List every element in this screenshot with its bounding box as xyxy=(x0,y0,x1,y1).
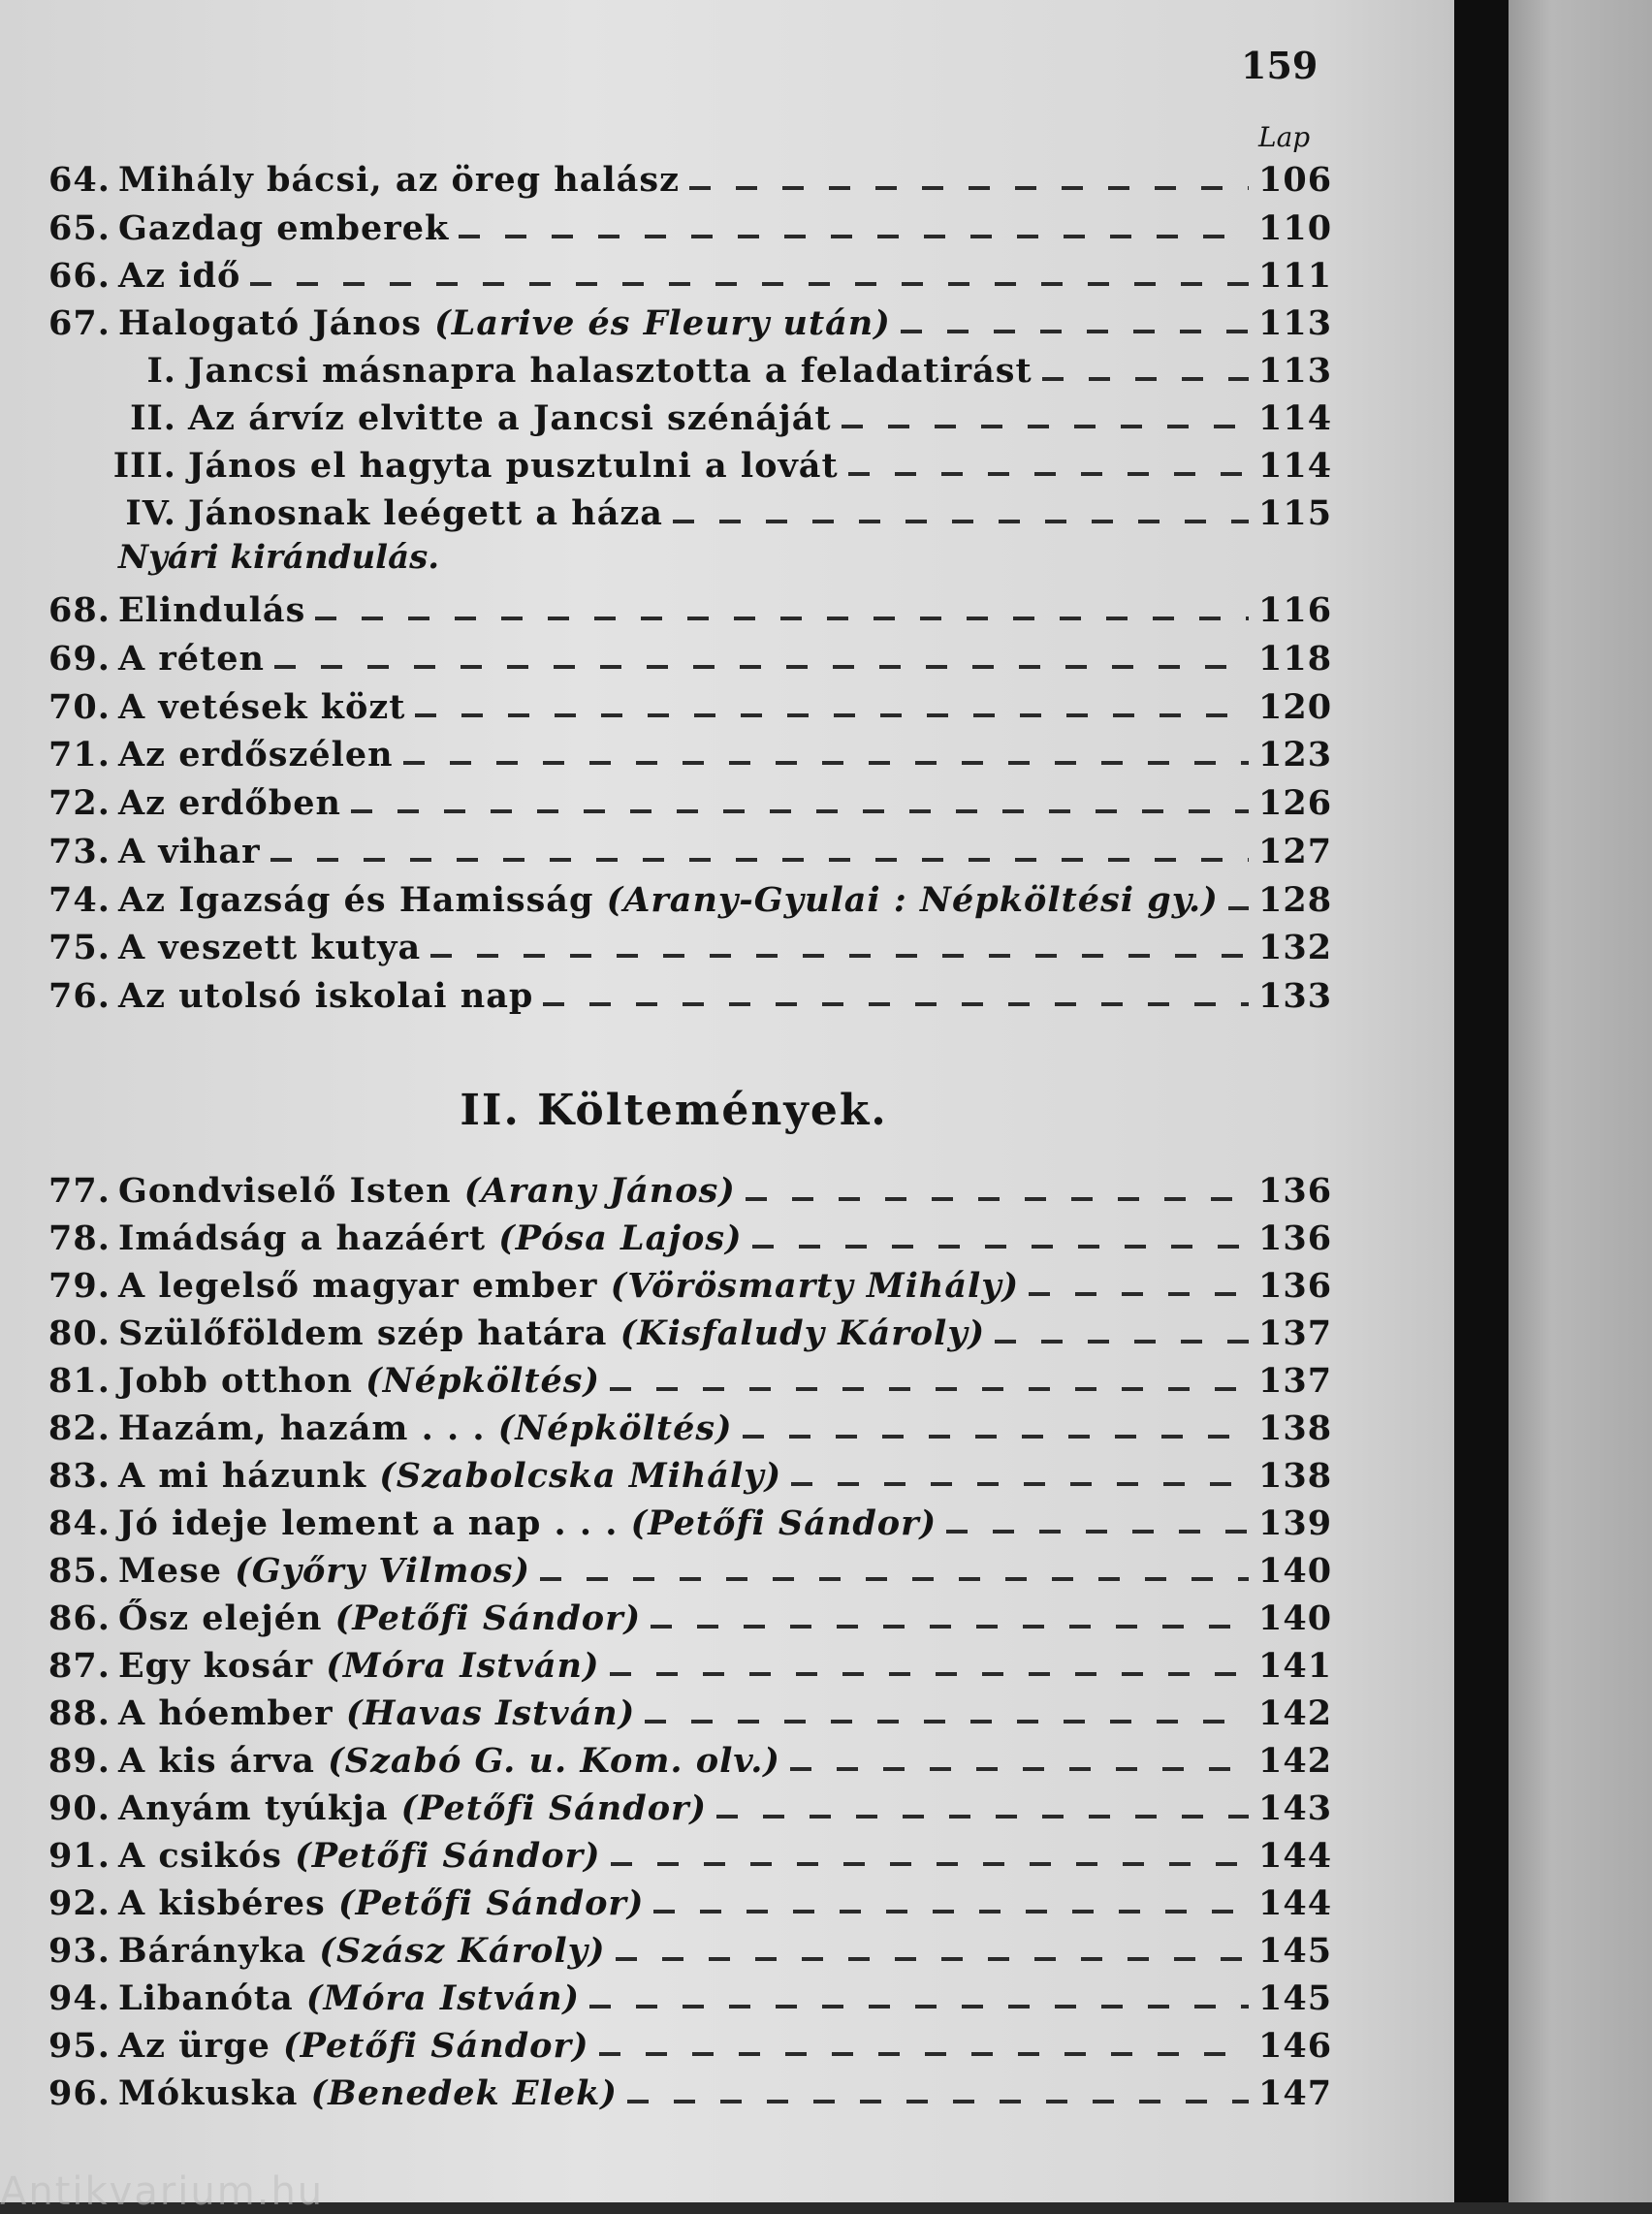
entry-author: (Győry Vilmos) xyxy=(235,1551,531,1591)
entry-page: 137 xyxy=(1258,1313,1333,1353)
entry-number: 66. xyxy=(48,256,111,296)
toc-entry xyxy=(48,1356,1333,1401)
entry-author: (Petőfi Sándor) xyxy=(283,2026,589,2066)
entry-title: Gazdag emberek xyxy=(118,208,450,248)
dot-leader xyxy=(270,858,1249,862)
entry-number: 76. xyxy=(48,976,111,1016)
entry-number: 71. xyxy=(48,735,111,775)
entry-title: Elindulás xyxy=(118,590,306,630)
entry-number: 91. xyxy=(48,1836,111,1876)
entry-number: 75. xyxy=(48,928,111,967)
toc-entry xyxy=(48,1689,1333,1733)
dot-leader xyxy=(1228,906,1249,910)
toc-entry xyxy=(48,827,1333,871)
entry-title: Halogató János (Larive és Fleury után) xyxy=(118,303,891,343)
entry-title: Jobb otthon (Népköltés) xyxy=(118,1361,601,1401)
entry-number: 70. xyxy=(48,687,111,727)
dot-leader xyxy=(459,235,1249,238)
entry-page: 138 xyxy=(1258,1408,1333,1448)
subentry-roman: I. xyxy=(146,351,176,391)
entry-author: (Vörösmarty Mihály) xyxy=(610,1266,1020,1306)
toc-entry xyxy=(48,634,1333,679)
dot-leader xyxy=(651,1625,1249,1629)
toc-entry xyxy=(48,204,1333,248)
toc-entry xyxy=(48,585,1333,630)
entry-title: Mihály bácsi, az öreg halász xyxy=(118,160,680,200)
entry-number: 96. xyxy=(48,2073,111,2113)
toc-subentry xyxy=(48,394,1333,438)
entry-page: 141 xyxy=(1258,1646,1333,1686)
dot-leader xyxy=(716,1815,1249,1819)
dot-leader xyxy=(689,186,1249,190)
subentry-roman: II. xyxy=(130,398,176,438)
entry-title: A legelső magyar ember (Vörösmarty Mihály) xyxy=(118,1266,1020,1306)
entry-page: 113 xyxy=(1258,303,1333,343)
dot-leader xyxy=(610,1672,1250,1676)
entry-number: 68. xyxy=(48,590,111,630)
toc-entry xyxy=(48,778,1333,823)
dot-leader xyxy=(415,713,1249,717)
entry-title: Gondviselő Isten (Arany János) xyxy=(118,1171,736,1211)
entry-page: 140 xyxy=(1258,1598,1333,1638)
entry-number: 64. xyxy=(48,160,111,200)
entry-number: 84. xyxy=(48,1503,111,1543)
toc-entry xyxy=(48,1309,1333,1353)
entry-page: 126 xyxy=(1258,783,1333,823)
entry-number: 77. xyxy=(48,1171,111,1211)
entry-page: 144 xyxy=(1258,1836,1333,1876)
dot-leader xyxy=(752,1245,1249,1249)
toc-subentry xyxy=(48,489,1333,533)
page-column-label: Lap xyxy=(1258,121,1311,153)
toc-entry xyxy=(48,1214,1333,1258)
dot-leader xyxy=(543,1002,1249,1006)
toc-entry xyxy=(48,1166,1333,1211)
entry-number: 86. xyxy=(48,1598,111,1638)
dot-leader xyxy=(1042,377,1249,381)
toc-entry xyxy=(48,1879,1333,1923)
back-page-edge xyxy=(1509,0,1652,2202)
entry-author: (Havas István) xyxy=(345,1693,636,1733)
entry-title: Az idő xyxy=(118,256,241,296)
subentry-title: Az árvíz elvitte a Jancsi szénáját xyxy=(188,398,832,438)
dot-leader xyxy=(746,1197,1249,1201)
toc-entry xyxy=(48,1974,1333,2018)
entry-author: (Petőfi Sándor) xyxy=(334,1598,642,1638)
page-number: 159 xyxy=(1241,44,1318,87)
toc-entry xyxy=(48,1404,1333,1448)
dot-leader xyxy=(430,954,1249,958)
entry-number: 73. xyxy=(48,832,111,871)
entry-title: Imádság a hazáért (Pósa Lajos) xyxy=(118,1218,743,1258)
entry-title: A vihar xyxy=(118,832,261,871)
toc-entry xyxy=(48,251,1333,296)
dot-leader xyxy=(250,282,1249,286)
toc-entry xyxy=(48,1736,1333,1781)
subentry-title: Jánosnak leégett a háza xyxy=(188,493,663,533)
entry-page: 133 xyxy=(1258,976,1333,1016)
entry-number: 78. xyxy=(48,1218,111,1258)
watermark: Antikvarium.hu xyxy=(0,2169,325,2214)
entry-page: 128 xyxy=(1258,880,1333,920)
entry-number: 74. xyxy=(48,880,111,920)
entry-title: Mese (Győry Vilmos) xyxy=(118,1551,531,1591)
entry-number: 94. xyxy=(48,1978,111,2018)
entry-number: 95. xyxy=(48,2026,111,2066)
entry-title: Az erdőben xyxy=(118,783,341,823)
dot-leader xyxy=(946,1530,1249,1534)
dot-leader xyxy=(848,472,1249,476)
entry-page: 110 xyxy=(1258,208,1333,248)
entry-page: 142 xyxy=(1258,1693,1333,1733)
entry-number: 81. xyxy=(48,1361,111,1401)
entry-page: 106 xyxy=(1258,160,1333,200)
entry-author: (Szabolcska Mihály) xyxy=(379,1456,782,1496)
toc-entry xyxy=(48,971,1333,1016)
toc-entry xyxy=(48,1451,1333,1496)
entry-title: A mi házunk (Szabolcska Mihály) xyxy=(118,1456,782,1496)
section-subtitle: Nyári kirándulás. xyxy=(118,538,440,577)
toc-entry xyxy=(48,1594,1333,1638)
entry-page: 136 xyxy=(1258,1171,1333,1211)
entry-author: (Petőfi Sándor) xyxy=(400,1788,708,1828)
entry-number: 80. xyxy=(48,1313,111,1353)
entry-author: (Móra István) xyxy=(326,1646,600,1686)
entry-title: A kis árva (Szabó G. u. Kom. olv.) xyxy=(118,1741,780,1781)
entry-title: A kisbéres (Petőfi Sándor) xyxy=(118,1883,645,1923)
entry-number: 82. xyxy=(48,1408,111,1448)
section-heading: II. Költemények. xyxy=(460,1086,888,1135)
entry-page: 111 xyxy=(1258,256,1333,296)
dot-leader xyxy=(743,1435,1249,1439)
entry-title: Libanóta (Móra István) xyxy=(118,1978,581,2018)
dot-leader xyxy=(790,1767,1249,1771)
toc-entry xyxy=(48,299,1333,343)
toc-entry xyxy=(48,682,1333,727)
dot-leader xyxy=(901,330,1249,333)
entry-title: Mókuska (Benedek Elek) xyxy=(118,2073,618,2113)
entry-author: (Petőfi Sándor) xyxy=(630,1503,937,1543)
dot-leader xyxy=(611,1862,1249,1866)
toc-entry xyxy=(48,2021,1333,2066)
entry-author: (Kisfaludy Károly) xyxy=(620,1313,986,1353)
dot-leader xyxy=(274,665,1249,669)
entry-page: 136 xyxy=(1258,1266,1333,1306)
entry-page: 120 xyxy=(1258,687,1333,727)
toc-entry xyxy=(48,1261,1333,1306)
entry-page: 114 xyxy=(1258,446,1333,486)
toc-entry xyxy=(48,1499,1333,1543)
entry-title: Hazám, hazám . . . (Népköltés) xyxy=(118,1408,733,1448)
dot-leader xyxy=(315,617,1249,620)
entry-number: 88. xyxy=(48,1693,111,1733)
entry-page: 127 xyxy=(1258,832,1333,871)
entry-page: 114 xyxy=(1258,398,1333,438)
toc-subentry xyxy=(48,346,1333,391)
subentry-roman: III. xyxy=(112,446,176,486)
entry-number: 67. xyxy=(48,303,111,343)
entry-title: Egy kosár (Móra István) xyxy=(118,1646,600,1686)
entry-number: 90. xyxy=(48,1788,111,1828)
entry-title: Ősz elején (Petőfi Sándor) xyxy=(118,1598,642,1638)
subentry-roman: IV. xyxy=(125,493,176,533)
entry-page: 118 xyxy=(1258,639,1333,679)
entry-page: 143 xyxy=(1258,1788,1333,1828)
dot-leader xyxy=(1029,1292,1249,1296)
entry-page: 115 xyxy=(1258,493,1333,533)
dot-leader xyxy=(540,1577,1249,1581)
toc-entry xyxy=(48,923,1333,967)
dot-leader xyxy=(791,1482,1249,1486)
dot-leader xyxy=(351,809,1249,813)
dot-leader xyxy=(842,425,1249,428)
entry-author: (Szabó G. u. Kom. olv.) xyxy=(328,1741,780,1781)
entry-page: 144 xyxy=(1258,1883,1333,1923)
entry-title: Anyám tyúkja (Petőfi Sándor) xyxy=(118,1788,708,1828)
dot-leader xyxy=(589,2005,1249,2008)
dot-leader xyxy=(403,761,1249,765)
toc-entry xyxy=(48,875,1333,920)
entry-author: (Arany János) xyxy=(463,1171,736,1211)
entry-number: 79. xyxy=(48,1266,111,1306)
entry-page: 137 xyxy=(1258,1361,1333,1401)
entry-page: 139 xyxy=(1258,1503,1333,1543)
entry-author: (Pósa Lajos) xyxy=(498,1218,743,1258)
toc-entry xyxy=(48,1641,1333,1686)
dot-leader xyxy=(995,1340,1249,1344)
entry-title: A hóember (Havas István) xyxy=(118,1693,636,1733)
entry-page: 140 xyxy=(1258,1551,1333,1591)
toc-entry xyxy=(48,1546,1333,1591)
entry-page: 138 xyxy=(1258,1456,1333,1496)
entry-number: 93. xyxy=(48,1931,111,1971)
entry-page: 147 xyxy=(1258,2073,1333,2113)
entry-number: 65. xyxy=(48,208,111,248)
entry-number: 85. xyxy=(48,1551,111,1591)
subentry-title: János el hagyta pusztulni a lovát xyxy=(188,446,839,486)
entry-page: 145 xyxy=(1258,1978,1333,2018)
entry-page: 132 xyxy=(1258,928,1333,967)
dot-leader xyxy=(653,1910,1249,1914)
dot-leader xyxy=(645,1720,1249,1724)
entry-author: (Népköltés) xyxy=(365,1361,601,1401)
dot-leader xyxy=(610,1387,1249,1391)
entry-title: A csikós (Petőfi Sándor) xyxy=(118,1836,601,1876)
dot-leader xyxy=(599,2052,1249,2056)
entry-author: (Móra István) xyxy=(305,1978,581,2018)
entry-number: 72. xyxy=(48,783,111,823)
entry-page: 113 xyxy=(1258,351,1333,391)
entry-page: 123 xyxy=(1258,735,1333,775)
entry-title: Az utolsó iskolai nap xyxy=(118,976,534,1016)
book-binding xyxy=(1454,0,1509,2202)
toc-entry xyxy=(48,2069,1333,2113)
entry-number: 87. xyxy=(48,1646,111,1686)
entry-number: 89. xyxy=(48,1741,111,1781)
entry-author: (Petőfi Sándor) xyxy=(295,1836,601,1876)
entry-title: A vetések közt xyxy=(118,687,406,727)
subentry-title: Jancsi másnapra halasztotta a feladatirást xyxy=(188,351,1032,391)
entry-page: 142 xyxy=(1258,1741,1333,1781)
entry-title: Szülőföldem szép határa (Kisfaludy Károly) xyxy=(118,1313,986,1353)
toc-entry xyxy=(48,1831,1333,1876)
entry-page: 145 xyxy=(1258,1931,1333,1971)
entry-title: Az ürge (Petőfi Sándor) xyxy=(118,2026,589,2066)
entry-title: Az Igazság és Hamisság (Arany-Gyulai : Népköltési gy.) xyxy=(118,880,1219,920)
entry-title: Az erdőszélen xyxy=(118,735,394,775)
entry-author: (Benedek Elek) xyxy=(310,2073,618,2113)
entry-author: (Petőfi Sándor) xyxy=(337,1883,645,1923)
toc-subentry xyxy=(48,441,1333,486)
toc-entry xyxy=(48,730,1333,775)
dot-leader xyxy=(673,520,1249,523)
dot-leader xyxy=(616,1957,1249,1961)
entry-page: 116 xyxy=(1258,590,1333,630)
toc-entry xyxy=(48,1784,1333,1828)
entry-number: 69. xyxy=(48,639,111,679)
toc-entry xyxy=(48,155,1333,200)
toc-entry xyxy=(48,1926,1333,1971)
entry-author: (Népköltés) xyxy=(497,1408,733,1448)
entry-number: 83. xyxy=(48,1456,111,1496)
dot-leader xyxy=(627,2100,1249,2103)
entry-page: 136 xyxy=(1258,1218,1333,1258)
entry-author: (Szász Károly) xyxy=(319,1931,606,1971)
entry-title: Jó ideje lement a nap . . . (Petőfi Sándor) xyxy=(118,1503,937,1543)
entry-title: A veszett kutya xyxy=(118,928,422,967)
entry-title: A réten xyxy=(118,639,265,679)
entry-number: 92. xyxy=(48,1883,111,1923)
entry-title: Bárányka (Szász Károly) xyxy=(118,1931,606,1971)
entry-page: 146 xyxy=(1258,2026,1333,2066)
